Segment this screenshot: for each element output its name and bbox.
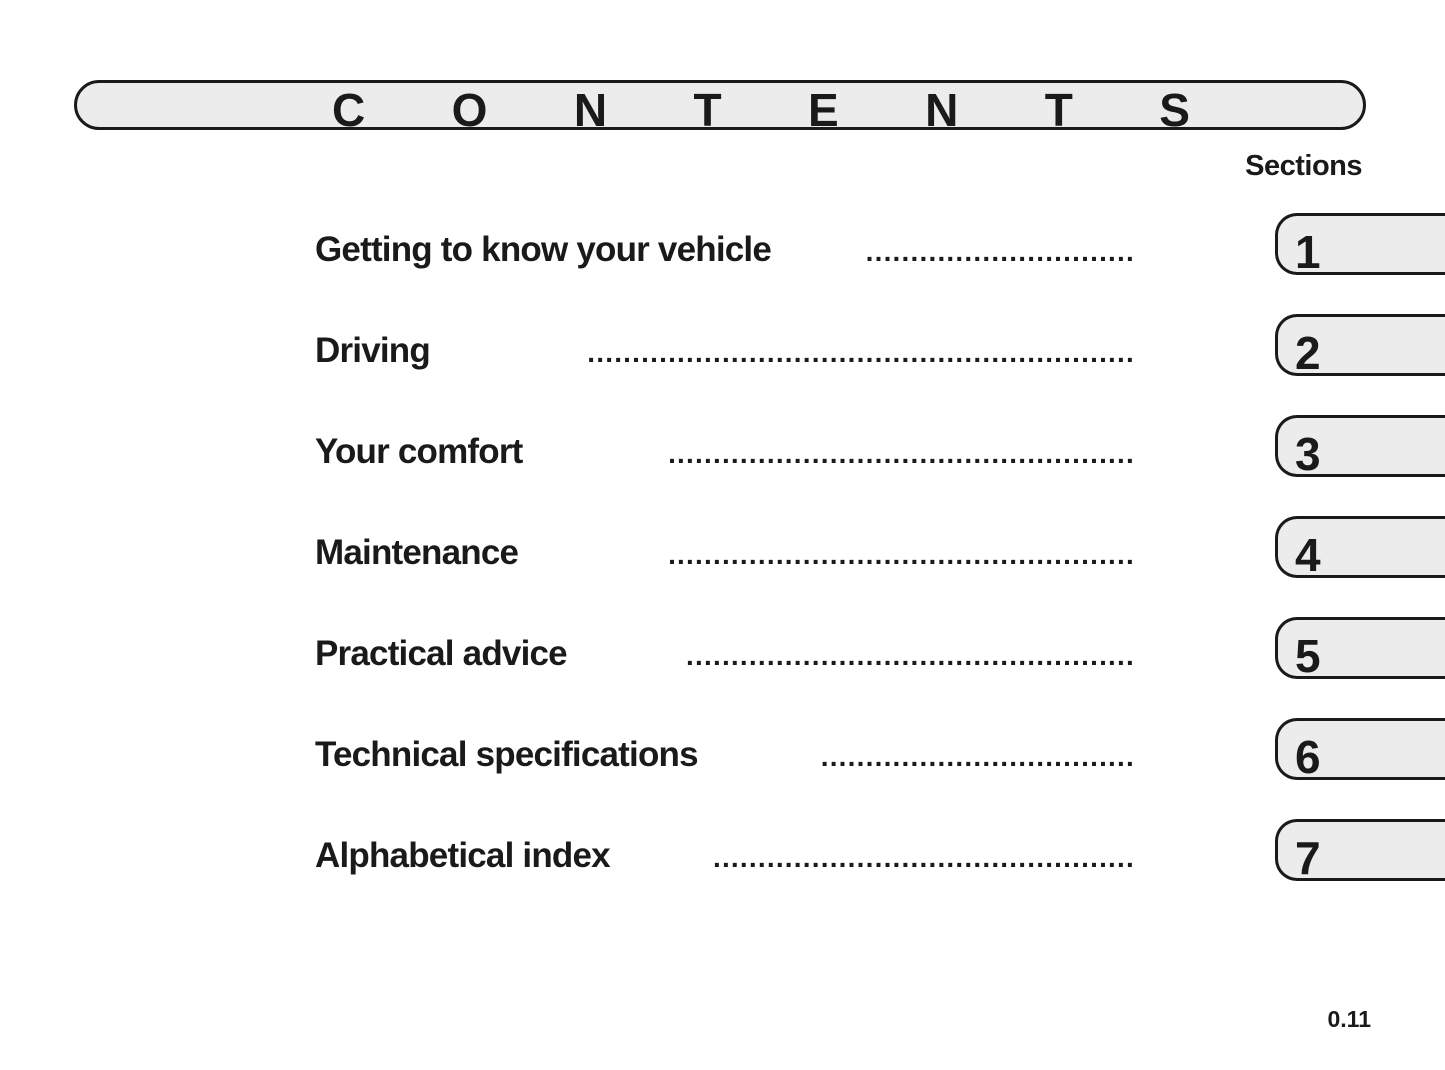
section-tab-number: 6 — [1295, 731, 1321, 783]
sections-heading: Sections — [1245, 150, 1362, 182]
toc-entry-your-comfort[interactable] — [315, 432, 1135, 472]
dot-leader: .............................. — [865, 236, 1135, 267]
section-tab-number: 3 — [1295, 428, 1321, 480]
toc-entry-technical-specifications[interactable] — [315, 735, 1135, 775]
section-tab-number: 7 — [1295, 832, 1321, 884]
title-letter: N — [925, 84, 959, 136]
toc-entry-practical-advice[interactable] — [315, 634, 1135, 674]
section-tab-2[interactable] — [1275, 314, 1445, 379]
dot-leader: .................................................... — [668, 539, 1135, 570]
section-tab-4[interactable] — [1275, 516, 1445, 581]
toc-entry-label: Technical specifications — [315, 735, 698, 774]
section-tab-number: 4 — [1295, 529, 1321, 581]
toc-entry-label: Driving — [315, 331, 430, 370]
title-letter: S — [1159, 84, 1190, 136]
title-letter: T — [1044, 84, 1073, 136]
dot-leader: ................................... — [820, 741, 1135, 772]
title-letter: O — [451, 84, 488, 136]
section-tab-number: 5 — [1295, 630, 1321, 682]
section-tab-5[interactable] — [1275, 617, 1445, 682]
toc-entry-getting-to-know[interactable] — [315, 230, 1135, 270]
dot-leader: .................................................. — [686, 640, 1135, 671]
dot-leader: ............................................... — [712, 842, 1135, 873]
section-tab-number: 2 — [1295, 327, 1321, 379]
section-tab-7[interactable] — [1275, 819, 1445, 884]
title-letter: T — [693, 84, 722, 136]
contents-title-bar — [74, 80, 1366, 136]
title-letter: E — [807, 84, 839, 136]
page-title — [332, 84, 1190, 136]
section-tab-number: 1 — [1295, 226, 1321, 278]
section-tab-3[interactable] — [1275, 415, 1445, 480]
toc-entry-alphabetical-index[interactable] — [315, 836, 1135, 876]
dot-leader: .................................................... — [668, 438, 1135, 469]
title-letter: C — [332, 84, 366, 136]
dot-leader: ............................................................. — [587, 337, 1135, 368]
section-tab-1[interactable] — [1275, 213, 1445, 278]
title-letter: N — [573, 84, 608, 136]
toc-entry-label: Your comfort — [315, 432, 523, 471]
toc-entry-label: Maintenance — [315, 533, 519, 572]
toc-entry-label: Getting to know your vehicle — [315, 230, 771, 269]
toc-entry-driving[interactable] — [315, 331, 1135, 371]
page-number: 0.11 — [1327, 1006, 1371, 1032]
toc-entry-maintenance[interactable] — [315, 533, 1135, 573]
section-tab-6[interactable] — [1275, 718, 1445, 783]
toc-entry-label: Alphabetical index — [315, 836, 610, 875]
toc-entry-label: Practical advice — [315, 634, 567, 673]
